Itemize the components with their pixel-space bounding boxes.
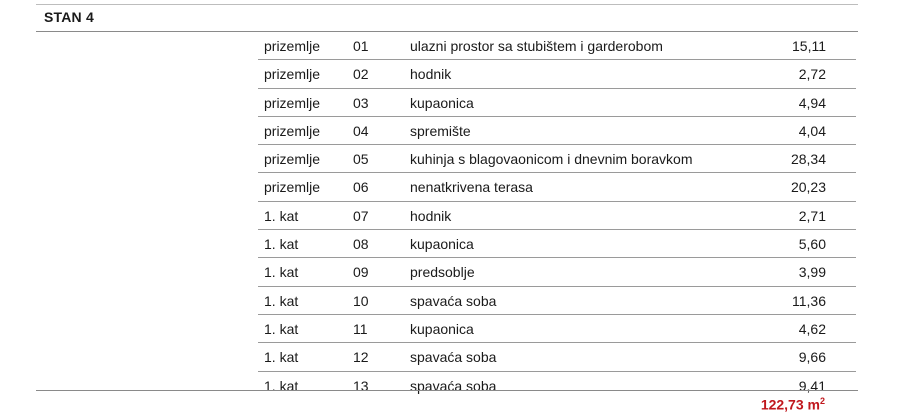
table-row: [258, 230, 856, 258]
table-row: [258, 315, 856, 343]
room-name-cell: kuhinja s blagovaonicom i dnevnim boravkom: [410, 151, 693, 168]
room-number-cell: 11: [353, 320, 368, 337]
table-row: [258, 60, 856, 88]
floor-cell: prizemlje: [264, 38, 321, 54]
room-number-cell: 07: [353, 207, 369, 224]
table-row: [258, 258, 856, 286]
room-name-cell: spremište: [410, 122, 471, 139]
total-area: [761, 396, 825, 413]
room-number-cell: 02: [353, 66, 369, 83]
room-name-cell: kupaonica: [410, 94, 474, 111]
area-cell: 2,72: [798, 66, 826, 83]
total-divider: [36, 390, 858, 391]
floor-cell: prizemlje: [264, 151, 321, 168]
floor-cell: 1. kat: [264, 207, 299, 224]
floor-cell: prizemlje: [264, 179, 321, 196]
table-row: [258, 32, 856, 60]
area-cell: 9,66: [798, 349, 826, 366]
room-number-cell: 13: [353, 377, 369, 394]
area-cell: 3,99: [798, 264, 826, 281]
room-number-cell: 03: [353, 94, 369, 111]
room-number-cell: 12: [353, 349, 369, 366]
top-divider: [36, 4, 858, 5]
room-name-cell: spavaća soba: [410, 292, 497, 309]
room-number-cell: 01: [353, 38, 369, 54]
room-name-cell: kupaonica: [410, 236, 474, 253]
room-number-cell: 05: [353, 151, 369, 168]
area-cell: 28,34: [790, 151, 826, 168]
room-table: [258, 32, 856, 399]
room-name-cell: spavaća soba: [410, 349, 497, 366]
room-name-cell: kupaonica: [410, 320, 474, 337]
floor-cell: prizemlje: [264, 122, 321, 139]
table-row: [258, 372, 856, 399]
room-name-cell: hodnik: [410, 66, 452, 83]
floor-cell: 1. kat: [264, 236, 299, 253]
total-area-value: 122,73 m: [760, 396, 820, 413]
area-cell: 4,94: [798, 94, 826, 111]
floor-cell: prizemlje: [264, 66, 321, 83]
total-area-unit-superscript: 2: [819, 396, 825, 406]
area-cell: 15,11: [792, 38, 826, 54]
area-cell: 9,41: [798, 377, 826, 394]
room-number-cell: 08: [353, 236, 369, 253]
table-row: [258, 343, 856, 371]
area-cell: 2,71: [798, 207, 826, 224]
table-row: [258, 89, 856, 117]
floor-cell: 1. kat: [264, 264, 299, 281]
room-number-cell: 04: [353, 122, 369, 139]
table-row: [258, 287, 856, 315]
room-number-cell: 10: [353, 292, 369, 309]
table-row: [258, 173, 856, 201]
table-row: [258, 117, 856, 145]
area-cell: 20,23: [790, 179, 826, 196]
room-name-cell: hodnik: [410, 207, 452, 224]
section-title: STAN 4: [44, 9, 94, 25]
area-cell: 4,62: [798, 320, 826, 337]
floor-cell: 1. kat: [264, 349, 299, 366]
room-name-cell: nenatkrivena terasa: [410, 179, 533, 196]
room-number-cell: 06: [353, 179, 369, 196]
area-cell: 5,60: [798, 236, 826, 253]
floor-cell: 1. kat: [264, 377, 299, 394]
floor-cell: prizemlje: [264, 94, 321, 111]
room-name-cell: predsoblje: [410, 264, 475, 281]
area-cell: 4,04: [798, 122, 826, 139]
room-number-cell: 09: [353, 264, 369, 281]
area-cell: 11,36: [792, 292, 826, 309]
room-name-cell: ulazni prostor sa stubištem i garderobom: [410, 38, 663, 54]
table-row: [258, 145, 856, 173]
floor-cell: 1. kat: [264, 292, 299, 309]
table-row: [258, 202, 856, 230]
room-name-cell: spavaća soba: [410, 377, 497, 394]
floor-cell: 1. kat: [264, 320, 299, 337]
